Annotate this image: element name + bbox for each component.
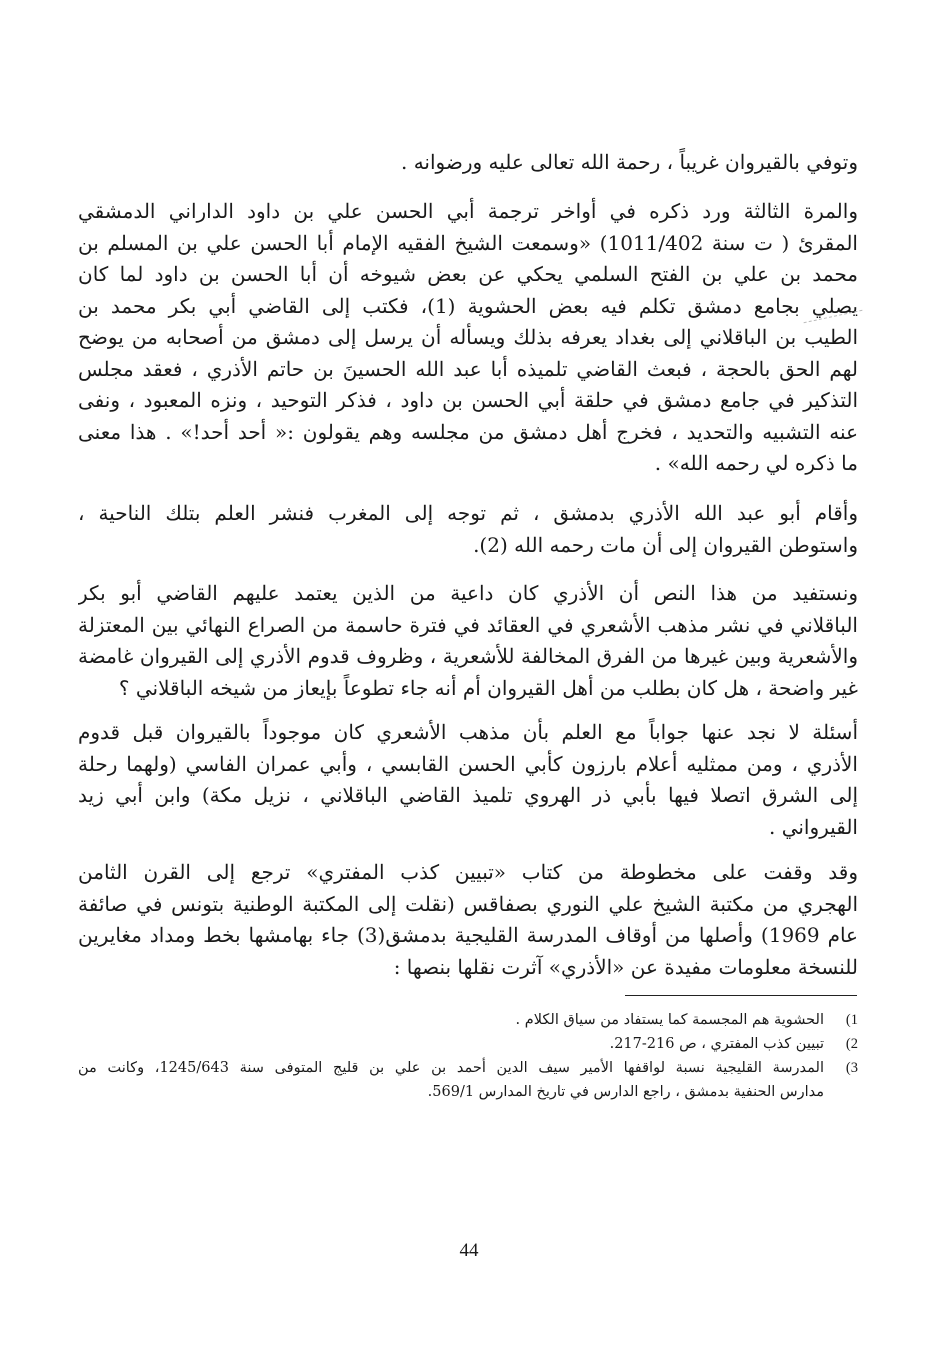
text-line: الهجري من مكتبة الشيخ علي النوري بصفاقس (نقلت إلى المكتبة الوطنية بتونس في صائفة — [78, 891, 858, 916]
text-line: للنسخة معلومات مفيدة عن «الأذري» آثرت نقلها بنصها : — [393, 954, 858, 979]
text-line: عام 1969) وأصلها من أوقاف المدرسة القليجية بدمشق(3) جاء بهامشها بخط ومداد مغايرين — [78, 923, 858, 947]
text-line: والمرة الثالثة ورد ذكره في أواخر ترجمة أبي الحسن علي بن داود الداراني الدمشقي — [78, 199, 858, 223]
paragraph-6 — [78, 857, 858, 983]
footnote-line: مدارس الحنفية بدمشق ، راجع الدارس في تاريخ المدارس 569/1. — [427, 1084, 824, 1100]
text-line: واستوطن القيروان إلى أن مات رحمه الله (2). — [473, 532, 858, 557]
paragraph-5 — [78, 717, 858, 843]
text-line: الطيب بن الباقلاني إلى بغداد يعرفه بذلك ويسأله أن يرسل إلى دمشق من أصحابه من يوضح — [78, 325, 858, 349]
footnotes — [78, 1008, 858, 1104]
text-line: عنه التشبيه والتحديد ، فخرج أهل دمشق من مجلسه وهم يقولون :« أحد أحد!» . هذا معنى — [78, 419, 858, 444]
text-line: الأذري ، ومن ممثليه أعلام بارزون كأبي الحسن القابسي ، وأبي عمران الفاسي (ولهما رحلة — [78, 751, 858, 776]
footnote-number: 2) — [845, 1036, 858, 1052]
paragraph-2 — [78, 196, 858, 480]
text-line: وقد وقفت على مخطوطة من كتاب «تبيين كذب المفتري» ترجع إلى القرن الثامن — [78, 860, 858, 884]
footnote-text: تبيين كذب المفتري ، ص 216-217. — [609, 1036, 824, 1052]
text-line: يصلي بجامع دمشق تكلم فيه بعض الحشوية (1)، فكتب إلى القاضي أبي بكر محمد بن — [78, 293, 858, 318]
text-line: ونستفيد من هذا النص أن الأذري كان داعية من الذين يعتمد عليهم القاضي أبو بكر — [78, 581, 858, 605]
text-line: وتوفي بالقيروان غريباً ، رحمة الله تعالى عليه ورضوانه . — [400, 150, 858, 174]
text-line: المقرئ ( ت سنة 1011/402) «وسمعت الشيخ الفقيه الإمام أبا الحسن علي بن المسلم بن — [78, 230, 858, 255]
text-line: محمد بن علي بن الفتح السلمي يحكي عن بعض شيوخه أن أبا الحسن بن داود لما كان — [78, 262, 858, 286]
footnote-line: المدرسة القليجية نسبة لواقفها الأمير سيف الدين أحمد بن علي بن قليج المتوفى سنة 1245/643، وكانت من — [78, 1060, 824, 1076]
text-line: الباقلاني في نشر مذهب الأشعري في العقائد في فترة حاسمة من الصراع النهائي بين المعتزلة — [78, 612, 858, 637]
footnote-number: 1) — [845, 1012, 858, 1028]
text-line: لهم الحق بالحجة ، فبعث القاضي تلميذه أبا عبد الله الحسينَ بن حاتم الأذري ، فعقد مجلس — [78, 356, 858, 381]
text-line: والأشعرية وبين غيرها من الفرق المخالفة للأشعرية ، وظروف قدوم الأذري إلى القيروان غامضة — [78, 644, 858, 668]
footnote-3 — [78, 1056, 858, 1104]
footnote-text — [78, 1056, 824, 1104]
text-line: القيرواني . — [768, 814, 858, 839]
text-line: إلى الشرق اتصلا فيها بأبي ذر الهروي تلميذ القاضي الباقلاني ، نزيل مكة) وابن أبي زيد — [78, 783, 858, 807]
text-line: أسئلة لا نجد عنها جواباً مع العلم بأن مذهب الأشعري كان موجوداً بالقيروان قبل قدوم — [78, 720, 858, 744]
page-number: 44 — [459, 1240, 479, 1261]
paragraph-3 — [78, 498, 858, 561]
paragraph-4 — [78, 578, 858, 704]
paragraph-1 — [78, 147, 858, 179]
text-line: التذكير في جامع دمشق في حلقة أبي الحسن بن داود ، فذكر التوحيد ، ونزه المعبود ، ونفى — [78, 388, 858, 412]
footnote-1 — [78, 1008, 858, 1032]
text-line: ما ذكره لي رحمه الله» . — [654, 451, 858, 475]
footnote-2 — [78, 1032, 858, 1056]
footnote-separator — [625, 995, 857, 996]
footnote-number: 3) — [845, 1060, 858, 1076]
footnote-text: الحشوية هم المجسمة كما يستفاد من سياق الكلام . — [515, 1012, 824, 1028]
text-line: وأقام أبو عبد الله الأذري بدمشق ، ثم توجه إلى المغرب فنشر العلم بتلك الناحية ، — [78, 501, 858, 525]
text-line: غير واضحة ، هل كان بطلب من أهل القيروان أم أنه جاء تطوعاً بإيعاز من شيخه الباقلاني ؟ — [118, 675, 858, 700]
